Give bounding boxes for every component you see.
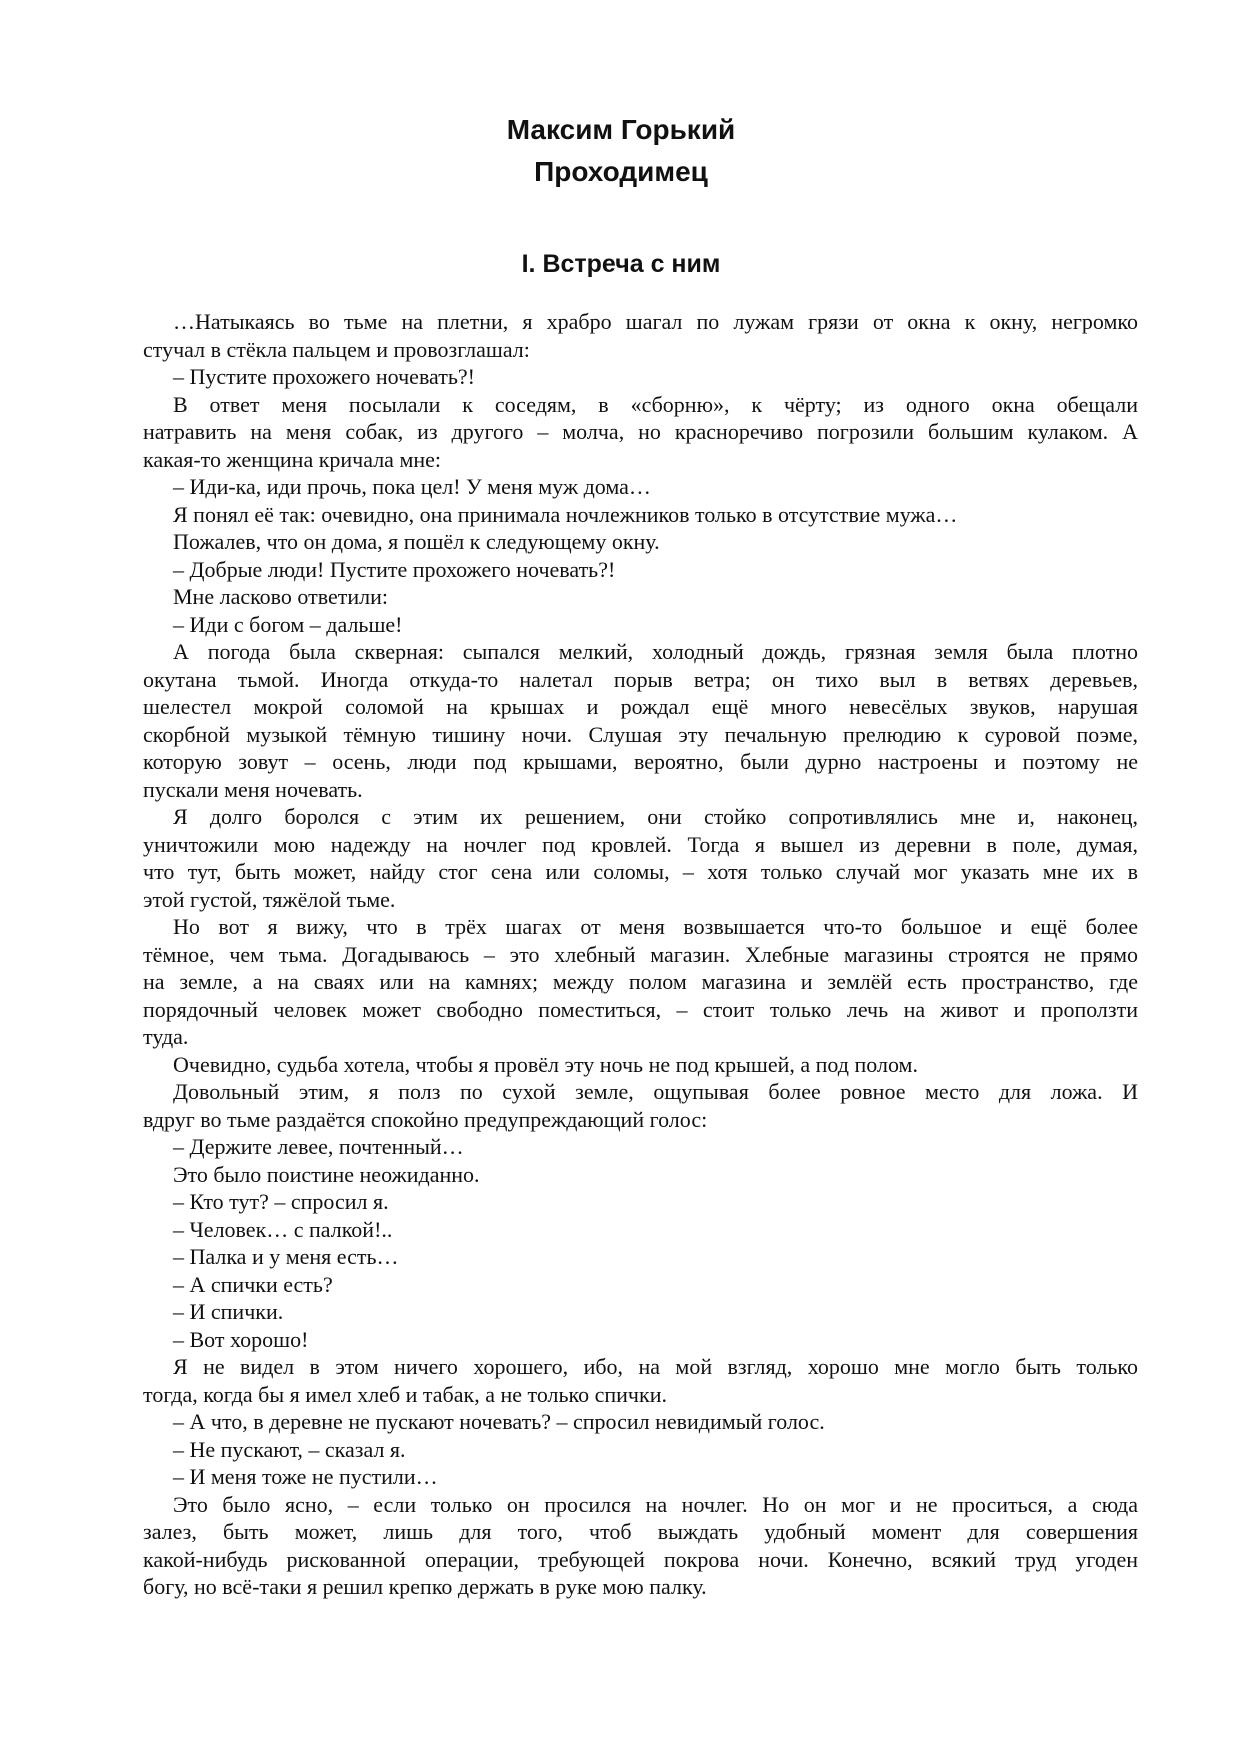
text-line: …Натыкаясь во тьме на плетни, я храбро шагал по лужам грязи от окна к окну, негромко bbox=[173, 309, 1138, 334]
text-line: порядочный человек может свободно поместиться, – стоит только лечь на живот и проползти bbox=[143, 996, 1138, 1022]
text-line: этой густой, тяжёлой тьме. bbox=[143, 886, 396, 912]
text-line: тогда, когда бы я имел хлеб и табак, а не только спички. bbox=[143, 1381, 667, 1407]
text-line: уничтожили мою надежду на ночлег под кровлей. Тогда я вышел из деревни в поле, думая, bbox=[143, 831, 1138, 857]
text-line: – И спички. bbox=[173, 1299, 284, 1324]
text-line: окутана тьмой. Иногда откуда-то налетал порыв ветра; он тихо выл в ветвях деревьев, bbox=[143, 666, 1138, 692]
paragraph bbox=[143, 1216, 1138, 1244]
paragraph bbox=[143, 1133, 1138, 1161]
text-line: – Вот хорошо! bbox=[173, 1326, 309, 1352]
text-line: Но вот я вижу, что в трёх шагах от меня возвышается что-то большое и ещё более bbox=[173, 914, 1138, 939]
paragraph bbox=[143, 583, 1138, 611]
text-line: Пожалев, что он дома, я пошёл к следующему окну. bbox=[173, 529, 660, 554]
section-heading: I. Встреча с ним bbox=[521, 250, 721, 278]
text-line: – И меня тоже не пустили… bbox=[173, 1464, 438, 1489]
text-line: – Не пускают, – сказал я. bbox=[173, 1436, 406, 1462]
text-line: – Держите левее, почтенный… bbox=[173, 1134, 464, 1159]
text-line: Это было поистине неожиданно. bbox=[173, 1161, 480, 1187]
text-line: Это было ясно, – если только он просился на ночлег. Но он мог и не проситься, а сюда bbox=[173, 1491, 1138, 1517]
body-text bbox=[143, 308, 1138, 1601]
text-line: – Человек… с палкой!.. bbox=[173, 1216, 393, 1242]
paragraph bbox=[143, 1051, 1138, 1079]
text-line: – Палка и у меня есть… bbox=[173, 1244, 399, 1269]
paragraph bbox=[143, 1188, 1138, 1216]
work-title: Проходимец bbox=[534, 156, 708, 187]
paragraph bbox=[143, 1436, 1138, 1464]
paragraph bbox=[143, 308, 1138, 363]
paragraph bbox=[143, 391, 1138, 474]
text-line: – А спички есть? bbox=[173, 1271, 333, 1297]
paragraph bbox=[143, 1271, 1138, 1299]
text-line: А погода была скверная: сыпался мелкий, холодный дождь, грязная земля была плотно bbox=[173, 639, 1138, 664]
paragraph bbox=[143, 1326, 1138, 1354]
text-line: пускали меня ночевать. bbox=[143, 776, 363, 802]
paragraph bbox=[143, 1491, 1138, 1601]
paragraph bbox=[143, 1298, 1138, 1326]
text-line: что тут, быть может, найду стог сена или соломы, – хотя только случай мог указать мне их в bbox=[143, 859, 1138, 884]
text-line: – Иди с богом – дальше! bbox=[173, 611, 403, 637]
paragraph bbox=[143, 363, 1138, 391]
text-line: которую зовут – осень, люди под крышами, вероятно, были дурно настроены и поэтому не bbox=[143, 749, 1138, 774]
text-line: туда. bbox=[143, 1024, 189, 1049]
text-line: В ответ меня посылали к соседям, в «сборню», к чёрту; из одного окна обещали bbox=[173, 391, 1138, 417]
paragraph bbox=[143, 611, 1138, 639]
text-line: Я долго боролся с этим их решением, они стойко сопротивлялись мне и, наконец, bbox=[173, 804, 1138, 829]
text-line: – Кто тут? – спросил я. bbox=[173, 1189, 389, 1214]
text-line: скорбной музыкой тёмную тишину ночи. Слушая эту печальную прелюдию к суровой поэме, bbox=[143, 721, 1138, 747]
text-line: – Добрые люди! Пустите прохожего ночевать?! bbox=[173, 556, 616, 582]
paragraph bbox=[143, 1161, 1138, 1189]
text-line: – Иди-ка, иди прочь, пока цел! У меня муж дома… bbox=[173, 474, 651, 499]
text-line: залез, быть может, лишь для того, чтоб выждать удобный момент для совершения bbox=[143, 1519, 1138, 1544]
text-line: Я понял её так: очевидно, она принимала ночлежников только в отсутствие мужа… bbox=[173, 501, 958, 527]
text-line: – Пустите прохожего ночевать?! bbox=[173, 364, 475, 389]
paragraph bbox=[143, 1078, 1138, 1133]
paragraph bbox=[143, 528, 1138, 556]
text-line: – А что, в деревне не пускают ночевать? – спросил невидимый голос. bbox=[173, 1409, 825, 1434]
text-line: вдруг во тьме раздаётся спокойно предупреждающий голос: bbox=[143, 1106, 708, 1132]
paragraph bbox=[143, 913, 1138, 1051]
text-line: тёмное, чем тьма. Догадываюсь – это хлебный магазин. Хлебные магазины строятся не прямо bbox=[143, 941, 1138, 967]
text-line: какой-нибудь рискованной операции, требующей покрова ночи. Конечно, всякий труд угоден bbox=[143, 1546, 1138, 1572]
paragraph bbox=[143, 1243, 1138, 1271]
paragraph bbox=[143, 1408, 1138, 1436]
author-name: Максим Горький bbox=[506, 114, 736, 145]
paragraph bbox=[143, 473, 1138, 501]
paragraph bbox=[143, 556, 1138, 584]
text-line: стучал в стёкла пальцем и провозглашал: bbox=[143, 336, 530, 362]
text-line: на земле, а на сваях или на камнях; между полом магазина и землёй есть пространство, где bbox=[143, 969, 1138, 994]
text-line: какая-то женщина кричала мне: bbox=[143, 446, 442, 472]
text-line: шелестел мокрой соломой на крышах и рождал ещё много невесёлых звуков, нарушая bbox=[143, 694, 1138, 719]
text-line: Я не видел в этом ничего хорошего, ибо, на мой взгляд, хорошо мне могло быть только bbox=[173, 1354, 1138, 1379]
text-line: Довольный этим, я полз по сухой земле, ощупывая более ровное место для ложа. И bbox=[173, 1079, 1138, 1104]
text-line: богу, но всё-таки я решил крепко держать в руке мою палку. bbox=[143, 1574, 707, 1599]
text-line: Мне ласково ответили: bbox=[173, 584, 389, 609]
paragraph bbox=[143, 803, 1138, 913]
text-line: натравить на меня собак, из другого – молча, но красноречиво погрозили большим кулаком. А bbox=[143, 419, 1138, 444]
paragraph bbox=[143, 638, 1138, 803]
paragraph bbox=[143, 1353, 1138, 1408]
paragraph bbox=[143, 1463, 1138, 1491]
paragraph bbox=[143, 501, 1138, 529]
text-line: Очевидно, судьба хотела, чтобы я провёл эту ночь не под крышей, а под полом. bbox=[173, 1051, 918, 1077]
